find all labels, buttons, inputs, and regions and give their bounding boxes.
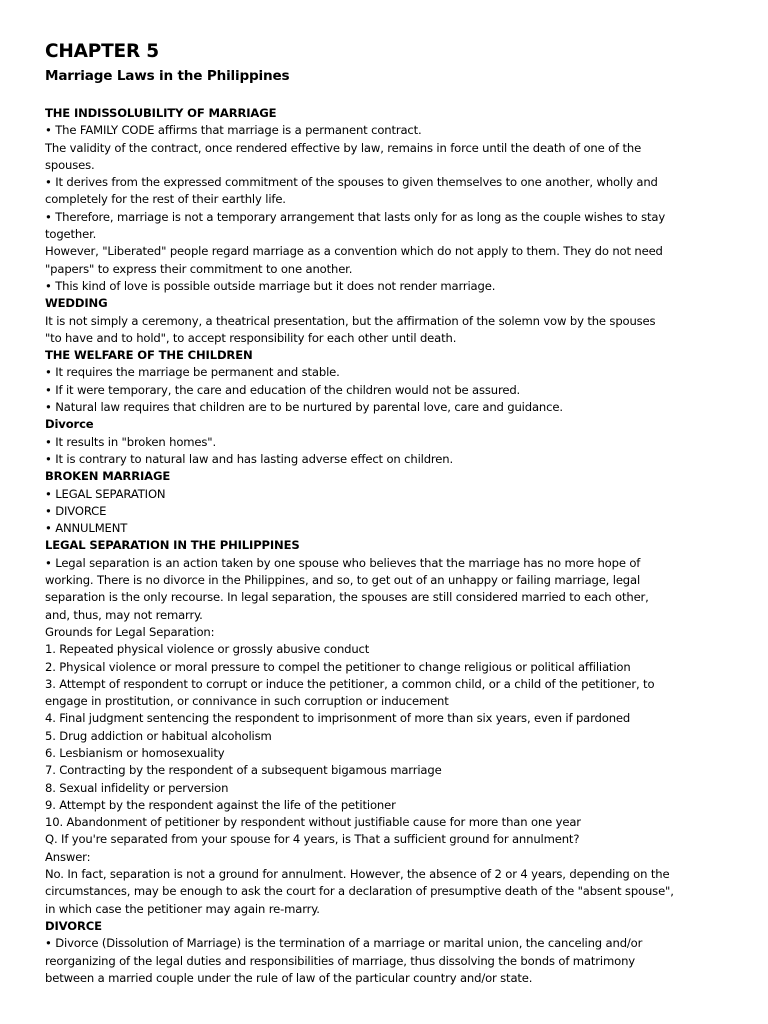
text-line: reorganizing of the legal duties and responsibilities of marriage, thus dissolving the bonds of matrimony: [45, 953, 635, 968]
text-line: circumstances, may be enough to ask the court for a declaration of presumptive death of the "absent spouse",: [45, 884, 674, 899]
text-line: Answer:: [45, 849, 91, 864]
text-line: • DIVORCE: [45, 503, 107, 518]
text-line: working. There is no divorce in the Philippines, and so, to get out of an unhappy or failing marriage, legal: [45, 573, 641, 588]
text-line: • ANNULMENT: [45, 521, 128, 536]
text-line: 6. Lesbianism or homosexuality: [45, 745, 225, 760]
text-line: • The FAMILY CODE affirms that marriage is a permanent contract.: [45, 123, 422, 138]
text-line: 4. Final judgment sentencing the respondent to imprisonment of more than six years, even if pardoned: [45, 711, 631, 726]
text-line: 5. Drug addiction or habitual alcoholism: [45, 728, 272, 743]
text-line: • It requires the marriage be permanent and stable.: [45, 365, 340, 380]
text-line: 7. Contracting by the respondent of a subsequent bigamous marriage: [45, 763, 442, 778]
section-heading: BROKEN MARRIAGE: [45, 469, 171, 484]
text-line: 1. Repeated physical violence or grossly abusive conduct: [45, 642, 370, 657]
text-line: • Legal separation is an action taken by one spouse who believes that the marriage has no more hope of: [45, 555, 641, 570]
text-line: • Natural law requires that children are to be nurtured by parental love, care and guidance.: [45, 400, 563, 415]
text-line: 3. Attempt of respondent to corrupt or induce the petitioner, a common child, or a child of the petitioner, to: [45, 676, 655, 691]
section-heading: WEDDING: [45, 296, 108, 311]
text-line: • This kind of love is possible outside marriage but it does not render marriage.: [45, 278, 496, 293]
chapter-title: CHAPTER 5: [45, 41, 159, 62]
text-line: • It derives from the expressed commitment of the spouses to given themselves to one another, wholly and: [45, 175, 658, 190]
document-page: [45, 40, 725, 987]
text-line: • If it were temporary, the care and education of the children would not be assured.: [45, 382, 521, 397]
text-line: The validity of the contract, once rendered effective by law, remains in force until the death of one of the: [45, 140, 642, 155]
text-line: spouses.: [45, 157, 95, 172]
text-line: 8. Sexual infidelity or perversion: [45, 780, 229, 795]
text-line: No. In fact, separation is not a ground for annulment. However, the absence of 2 or 4 years, depending on the: [45, 867, 670, 882]
text-line: • LEGAL SEPARATION: [45, 486, 166, 501]
text-line: 10. Abandonment of petitioner by respondent without justifiable cause for more than one year: [45, 815, 581, 830]
text-line: • It is contrary to natural law and has lasting adverse effect on children.: [45, 451, 454, 466]
text-line: • Therefore, marriage is not a temporary arrangement that lasts only for as long as the couple wishes to stay: [45, 209, 666, 224]
text-line: engage in prostitution, or connivance in such corruption or inducement: [45, 694, 449, 709]
text-line: 2. Physical violence or moral pressure to compel the petitioner to change religious or political affiliation: [45, 659, 631, 674]
text-line: between a married couple under the rule of law of the particular country and/or state.: [45, 970, 533, 985]
text-line: "papers" to express their commitment to one another.: [45, 261, 353, 276]
text-line: However, "Liberated" people regard marriage as a convention which do not apply to them. They do not need: [45, 244, 663, 259]
text-line: • Divorce (Dissolution of Marriage) is the termination of a marriage or marital union, the canceling and/or: [45, 936, 643, 951]
section-heading: THE INDISSOLUBILITY OF MARRIAGE: [45, 106, 277, 120]
section-heading: THE WELFARE OF THE CHILDREN: [45, 348, 253, 363]
section-heading: DIVORCE: [45, 918, 102, 933]
text-line: 9. Attempt by the respondent against the life of the petitioner: [45, 797, 396, 812]
text-line: • It results in "broken homes".: [45, 434, 216, 449]
text-line: Q. If you're separated from your spouse for 4 years, is That a sufficient ground for annulment?: [45, 832, 580, 847]
text-line: separation is the only recourse. In legal separation, the spouses are still considered married to each other,: [45, 590, 649, 605]
text-line: and, thus, may not remarry.: [45, 607, 203, 622]
document-body: [45, 105, 725, 987]
text-line: "to have and to hold", to accept responsibility for each other until death.: [45, 330, 457, 345]
text-line: in which case the petitioner may again re-marry.: [45, 901, 320, 916]
section-heading: Divorce: [45, 417, 94, 432]
chapter-subtitle: Marriage Laws in the Philippines: [45, 68, 290, 84]
text-line: together.: [45, 227, 97, 242]
section-heading: LEGAL SEPARATION IN THE PHILIPPINES: [45, 538, 300, 553]
text-line: completely for the rest of their earthly life.: [45, 192, 286, 207]
text-line: Grounds for Legal Separation:: [45, 624, 215, 639]
text-line: It is not simply a ceremony, a theatrical presentation, but the affirmation of the solemn vow by the spouses: [45, 313, 656, 328]
